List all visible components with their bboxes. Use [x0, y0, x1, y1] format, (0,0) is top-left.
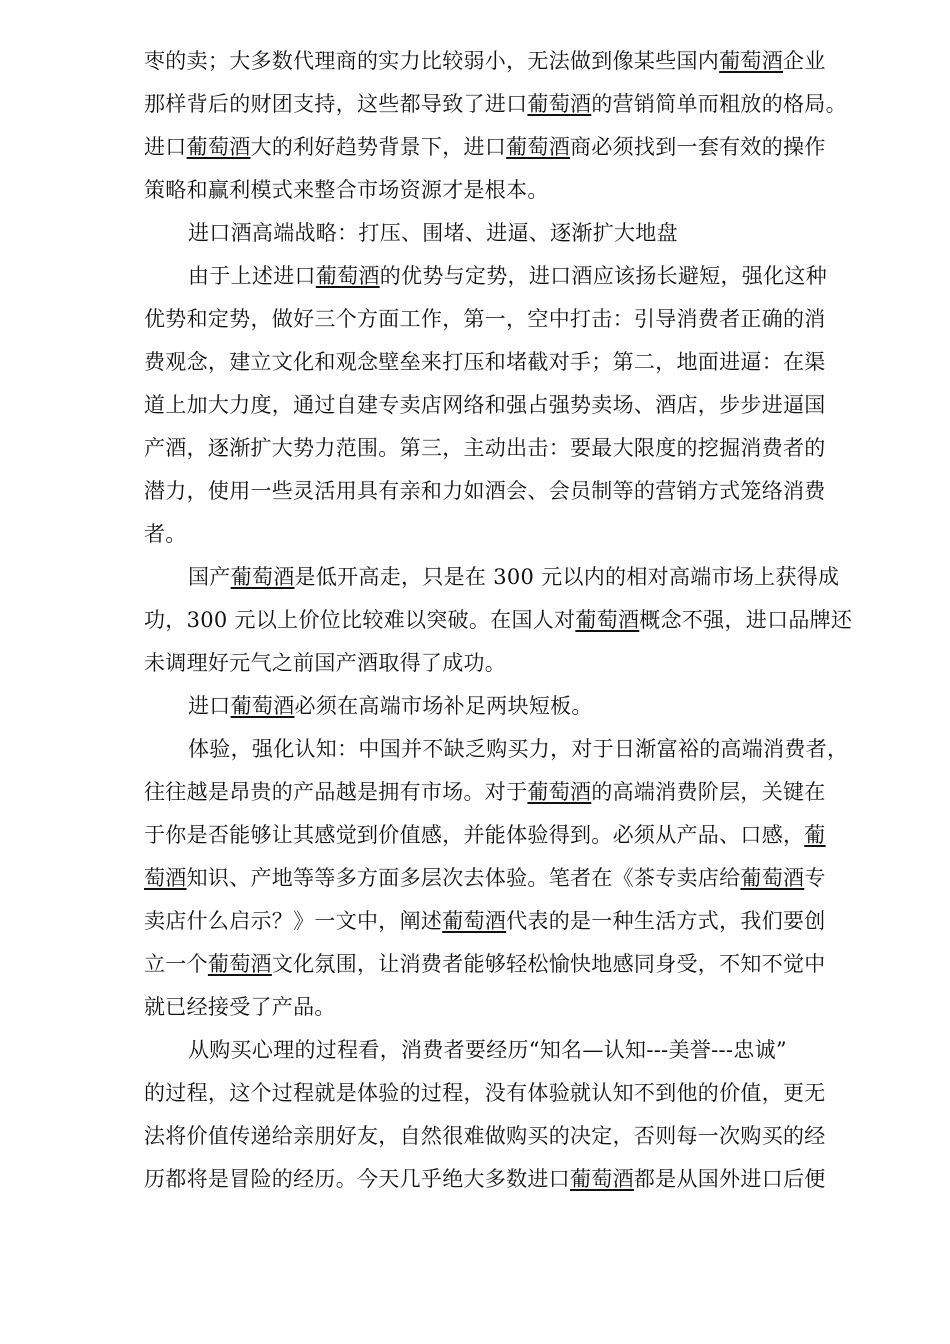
- text-line: 就已经接受了产品。: [144, 995, 336, 1019]
- text-line: 于你是否能够让其感觉到价值感，并能体验得到。必须从产品、口感，葡: [144, 823, 826, 847]
- document-page: [144, 40, 884, 1201]
- text-line: 枣的卖；大多数代理商的实力比较弱小，无法做到像某些国内葡萄酒企业: [144, 49, 826, 73]
- text-line: 的过程，这个过程就是体验的过程，没有体验就认知不到他的价值，更无: [144, 1081, 826, 1105]
- text-line: 立一个葡萄酒文化氛围，让消费者能够轻松愉快地感同身受，不知不觉中: [144, 952, 826, 976]
- text-line: 体验，强化认知：中国并不缺乏购买力，对于日渐富裕的高端消费者，: [188, 737, 849, 761]
- text-line: 进口葡萄酒必须在高端市场补足两块短板。: [188, 694, 593, 718]
- text-line: 由于上述进口葡萄酒的优势与定势，进口酒应该扬长避短，强化这种: [188, 264, 828, 288]
- text-line: 潜力，使用一些灵活用具有亲和力如酒会、会员制等的营销方式笼络消费: [144, 479, 826, 503]
- text-line: 进口葡萄酒大的利好趋势背景下，进口葡萄酒商必须找到一套有效的操作: [144, 135, 826, 159]
- text-line: 卖店什么启示？》一文中，阐述葡萄酒代表的是一种生活方式，我们要创: [144, 909, 826, 933]
- text-line: 优势和定势，做好三个方面工作，第一，空中打击：引导消费者正确的消: [144, 307, 826, 331]
- text-line: 历都将是冒险的经历。今天几乎绝大多数进口葡萄酒都是从国外进口后便: [144, 1167, 826, 1191]
- text-line: 功，300 元以上价位比较难以突破。在国人对葡萄酒概念不强，进口品牌还: [144, 608, 853, 632]
- text-line: 往往越是昂贵的产品越是拥有市场。对于葡萄酒的高端消费阶层，关键在: [144, 780, 826, 804]
- text-line: 萄酒知识、产地等等多方面多层次去体验。笔者在《茶专卖店给葡萄酒专: [144, 866, 826, 890]
- text-line: 法将价值传递给亲朋好友，自然很难做购买的决定，否则每一次购买的经: [144, 1124, 826, 1148]
- text-line: 道上加大力度，通过自建专卖店网络和强占强势卖场、酒店，步步进逼国: [144, 393, 826, 417]
- text-line: 国产葡萄酒是低开高走，只是在 300 元以内的相对高端市场上获得成: [188, 565, 840, 589]
- text-line: 那样背后的财团支持，这些都导致了进口葡萄酒的营销简单而粗放的格局。: [144, 92, 847, 116]
- text-line: 产酒，逐渐扩大势力范围。第三，主动出击：要最大限度的挖掘消费者的: [144, 436, 826, 460]
- text-line: 未调理好元气之前国产酒取得了成功。: [144, 651, 507, 675]
- text-line: 策略和赢利模式来整合市场资源才是根本。: [144, 178, 549, 202]
- text-line: 从购买心理的过程看，消费者要经历“知名—认知---美誉---忠诚”: [188, 1038, 787, 1062]
- text-line: 进口酒高端战略：打压、围堵、进逼、逐渐扩大地盘: [188, 221, 678, 245]
- text-line: 费观念，建立文化和观念壁垒来打压和堵截对手；第二，地面进逼：在渠: [144, 350, 826, 374]
- text-line: 者。: [144, 522, 187, 546]
